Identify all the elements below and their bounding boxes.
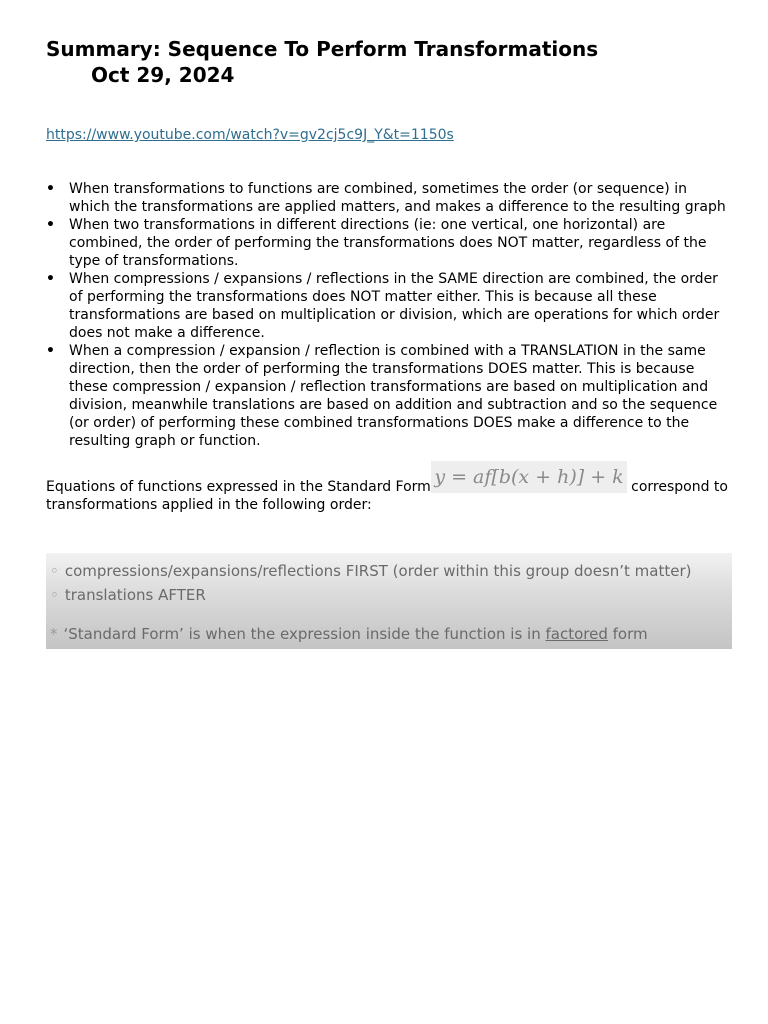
list-item-text: When two transformations in different directions (ie: one vertical, one horizontal) are combined, the order of performing the transformations does NOT matter, regardless of the type of transformations.: [69, 217, 707, 269]
list-item: [46, 270, 732, 342]
equation-paragraph: [46, 461, 732, 514]
bullet-icon: •: [46, 217, 55, 233]
equation-row: [46, 461, 732, 496]
list-item: [46, 180, 732, 216]
equation-text-line2: transformations applied in the following order:: [46, 497, 372, 513]
order-summary-image: [46, 553, 732, 649]
standard-form-equation-image: y = af[b(x + h)] + k: [431, 461, 627, 493]
summary-note-underlined: factored: [545, 625, 608, 643]
summary-item-text: translations AFTER: [64, 586, 206, 604]
list-item-text: When a compression / expansion / reflection is combined with a TRANSLATION in the same direction, then the order of performing the transformations DOES matter. This is because these compression / expansion / reflection transformations are based on multiplication and division, meanwhile translations are based on addition and subtraction and so the sequence (or order) of performing these combined transformations DOES make a difference to the resulting graph or function.: [69, 343, 718, 449]
list-item: [46, 216, 732, 270]
bullet-icon: •: [46, 181, 55, 197]
summary-item-after: [50, 586, 206, 604]
hollow-bullet-icon: ◦: [50, 562, 59, 580]
list-item-text: When transformations to functions are combined, sometimes the order (or sequence) in which the transformations are applied matters, and makes a difference to the resulting graph: [69, 181, 726, 215]
list-item-text: When compressions / expansions / reflections in the SAME direction are combined, the order of performing the transformations does NOT matter either. This is because all these transformations are based on multiplication or division, which are operations for which order does not make a difference.: [69, 271, 720, 341]
bullet-icon: •: [46, 343, 55, 359]
equation-text-after: correspond to: [631, 479, 728, 495]
summary-item-first: [50, 562, 692, 580]
summary-note: [50, 625, 648, 643]
bullet-icon: •: [46, 271, 55, 287]
document-page: [46, 36, 732, 514]
youtube-link[interactable]: https://www.youtube.com/watch?v=gv2cj5c9J_Y&t=1150s: [46, 127, 454, 143]
page-date: Oct 29, 2024: [91, 63, 235, 87]
list-item: [46, 342, 732, 450]
page-title: Summary: Sequence To Perform Transformations: [46, 37, 599, 61]
hollow-bullet-icon: ◦: [50, 586, 59, 604]
summary-note-text-end: form: [612, 625, 648, 643]
equation-text-before: Equations of functions expressed in the Standard Form: [46, 479, 431, 495]
summary-note-text: ‘Standard Form’ is when the expression inside the function is in: [63, 625, 541, 643]
summary-item-text: compressions/expansions/reflections FIRST (order within this group doesn’t matter): [64, 562, 692, 580]
bullet-list: [46, 180, 732, 450]
asterisk-icon: *: [50, 625, 58, 643]
